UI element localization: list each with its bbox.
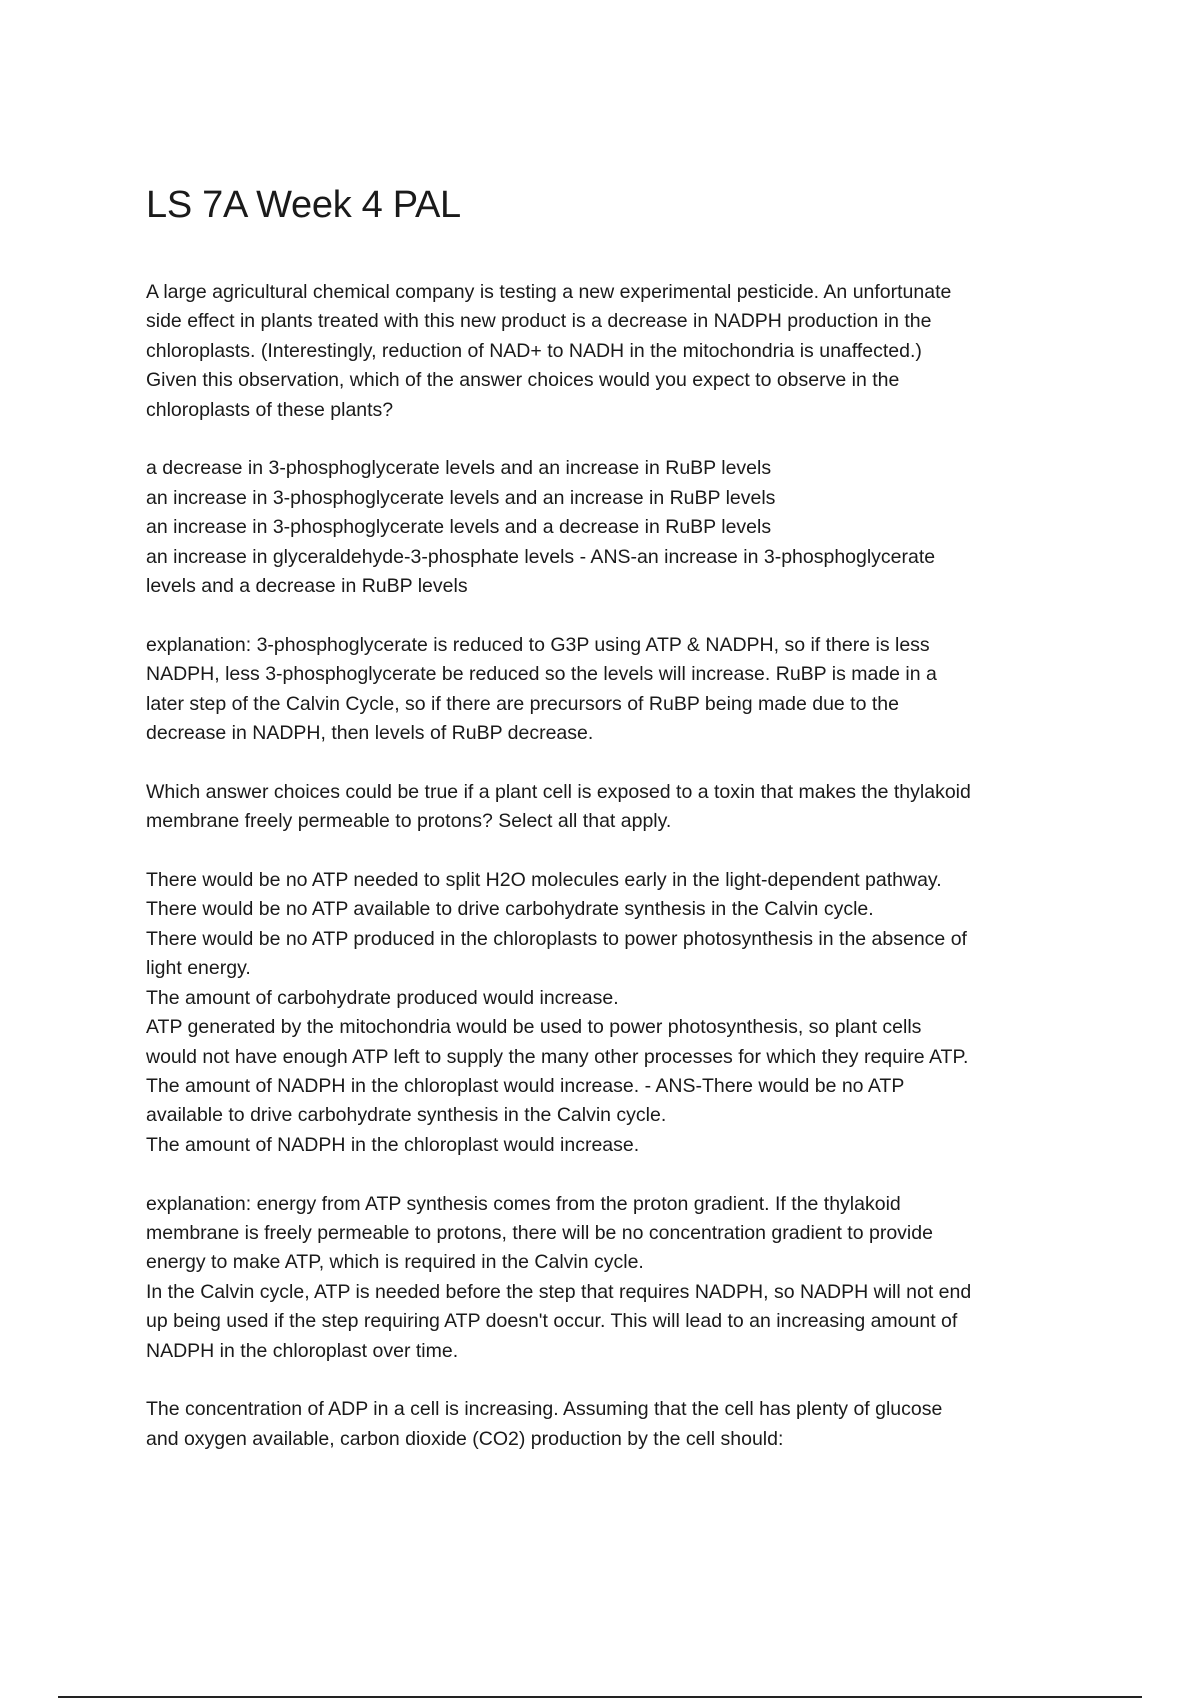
text-line: and oxygen available, carbon dioxide (CO2) production by the cell should:: [146, 1427, 784, 1450]
answer-choice: an increase in 3-phosphoglycerate levels and a decrease in RuBP levels: [146, 516, 772, 539]
text-line: chloroplasts. (Interestingly, reduction of NAD+ to NADH in the mitochondria is unaffected.): [146, 339, 922, 362]
answer-choice: The amount of NADPH in the chloroplast would increase.: [146, 1133, 640, 1156]
answer-choice: available to drive carbohydrate synthesis in the Calvin cycle.: [146, 1104, 667, 1127]
text-line: NADPH in the chloroplast over time.: [146, 1339, 459, 1362]
question-2-explanation: [146, 1190, 1096, 1366]
answer-choice: would not have enough ATP left to supply the many other processes for which they require ATP.: [146, 1045, 969, 1068]
text-line: membrane is freely permeable to protons, there will be no concentration gradient to provide: [146, 1221, 933, 1244]
text-line: later step of the Calvin Cycle, so if there are precursors of RuBP being made due to the: [146, 692, 899, 715]
question-1-explanation: [146, 631, 1096, 749]
question-2-stem: [146, 778, 1096, 837]
answer-choice: There would be no ATP available to drive carbohydrate synthesis in the Calvin cycle.: [146, 898, 874, 921]
answer-choice: The amount of carbohydrate produced would increase.: [146, 986, 619, 1009]
question-2-choices: [146, 866, 1096, 1160]
answer-choice: an increase in 3-phosphoglycerate levels and an increase in RuBP levels: [146, 486, 776, 509]
text-line: explanation: energy from ATP synthesis comes from the proton gradient. If the thylakoid: [146, 1192, 901, 1215]
answer-choice: an increase in glyceraldehyde-3-phosphate levels - ANS-an increase in 3-phosphoglycerate: [146, 545, 936, 568]
page-bottom-rule: [58, 1696, 1142, 1698]
text-line: decrease in NADPH, then levels of RuBP decrease.: [146, 722, 594, 745]
answer-choice: ATP generated by the mitochondria would be used to power photosynthesis, so plant cells: [146, 1016, 922, 1039]
text-line: NADPH, less 3-phosphoglycerate be reduced so the levels will increase. RuBP is made in a: [146, 663, 937, 686]
answer-choice: levels and a decrease in RuBP levels: [146, 575, 468, 598]
document-page: [146, 182, 1096, 1484]
text-line: energy to make ATP, which is required in the Calvin cycle.: [146, 1251, 644, 1274]
text-line: up being used if the step requiring ATP doesn't occur. This will lead to an increasing amount of: [146, 1310, 958, 1333]
question-3-stem: [146, 1395, 1096, 1454]
page-title: LS 7A Week 4 PAL: [146, 184, 461, 226]
text-line: chloroplasts of these plants?: [146, 398, 394, 421]
text-line: A large agricultural chemical company is testing a new experimental pesticide. An unfortunate: [146, 281, 952, 303]
text-line: membrane freely permeable to protons? Select all that apply.: [146, 810, 672, 833]
answer-choice: There would be no ATP needed to split H2O molecules early in the light-dependent pathway.: [146, 869, 942, 892]
text-line: In the Calvin cycle, ATP is needed before the step that requires NADPH, so NADPH will not end: [146, 1280, 972, 1303]
question-1-stem: [146, 278, 1096, 425]
text-line: explanation: 3-phosphoglycerate is reduced to G3P using ATP & NADPH, so if there is less: [146, 633, 930, 656]
text-line: Given this observation, which of the answer choices would you expect to observe in the: [146, 369, 900, 392]
question-1-choices: [146, 454, 1096, 601]
answer-choice: There would be no ATP produced in the chloroplasts to power photosynthesis in the absence of: [146, 927, 967, 950]
text-line: Which answer choices could be true if a plant cell is exposed to a toxin that makes the thylakoid: [146, 780, 971, 803]
answer-choice: The amount of NADPH in the chloroplast would increase. - ANS-There would be no ATP: [146, 1074, 905, 1097]
text-line: side effect in plants treated with this new product is a decrease in NADPH production in the: [146, 310, 932, 333]
text-line: The concentration of ADP in a cell is increasing. Assuming that the cell has plenty of glucose: [146, 1398, 943, 1421]
answer-choice: light energy.: [146, 957, 251, 980]
answer-choice: a decrease in 3-phosphoglycerate levels and an increase in RuBP levels: [146, 457, 772, 480]
